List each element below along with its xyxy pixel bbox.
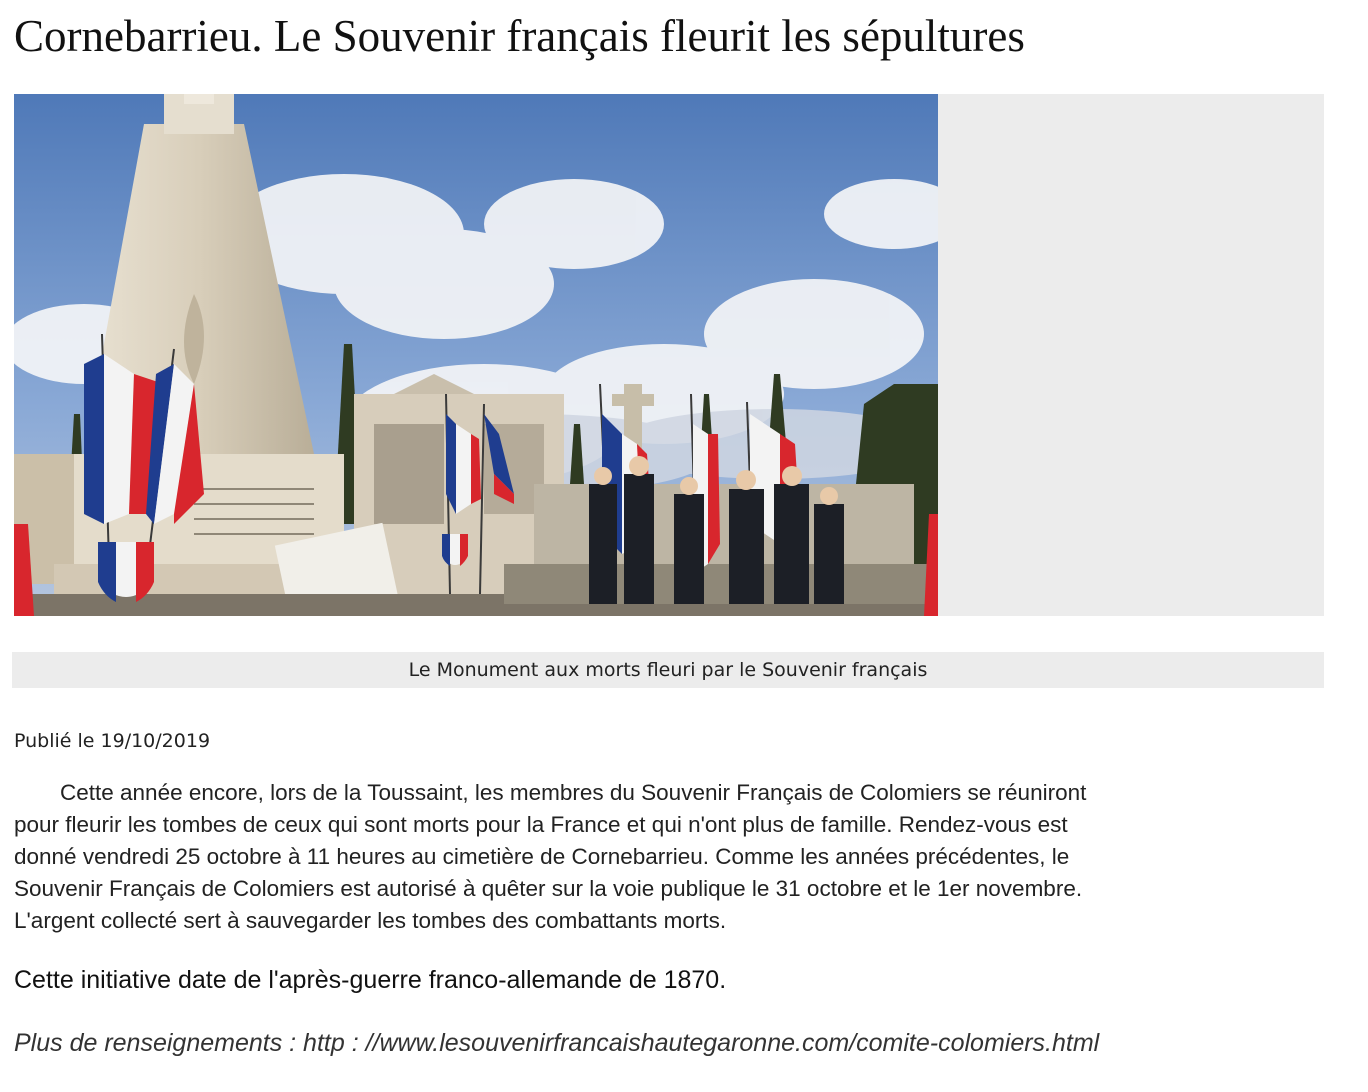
- paragraph-line: Souvenir Français de Colomiers est autorisé à quêter sur la voie publique le 31 octobre et le 1er novembre.: [14, 876, 1083, 901]
- more-info-link[interactable]: Plus de renseignements : http : //www.lesouvenirfrancaishautegaronne.com/comite-colomiers.html: [14, 1029, 1100, 1057]
- article-paragraph: [14, 777, 1324, 937]
- figure-area: [14, 94, 1324, 616]
- history-note: Cette initiative date de l'après-guerre franco-allemande de 1870.: [14, 966, 727, 994]
- paragraph-line: pour fleurir les tombes de ceux qui sont morts pour la France et qui n'ont plus de famille. Rendez-vous est: [14, 812, 1068, 837]
- article-title: Cornebarrieu. Le Souvenir français fleurit les sépultures: [14, 11, 1025, 61]
- photo-caption: Le Monument aux morts fleuri par le Souvenir français: [12, 652, 1324, 688]
- monument-photo: [14, 94, 938, 616]
- paragraph-line: donné vendredi 25 octobre à 11 heures au cimetière de Cornebarrieu. Comme les années précédentes, le: [14, 844, 1070, 869]
- paragraph-line: Cette année encore, lors de la Toussaint, les membres du Souvenir Français de Colomiers se réuniront: [60, 780, 1087, 805]
- publication-date: Publié le 19/10/2019: [14, 730, 211, 752]
- paragraph-line: L'argent collecté sert à sauvegarder les tombes des combattants morts.: [14, 908, 727, 933]
